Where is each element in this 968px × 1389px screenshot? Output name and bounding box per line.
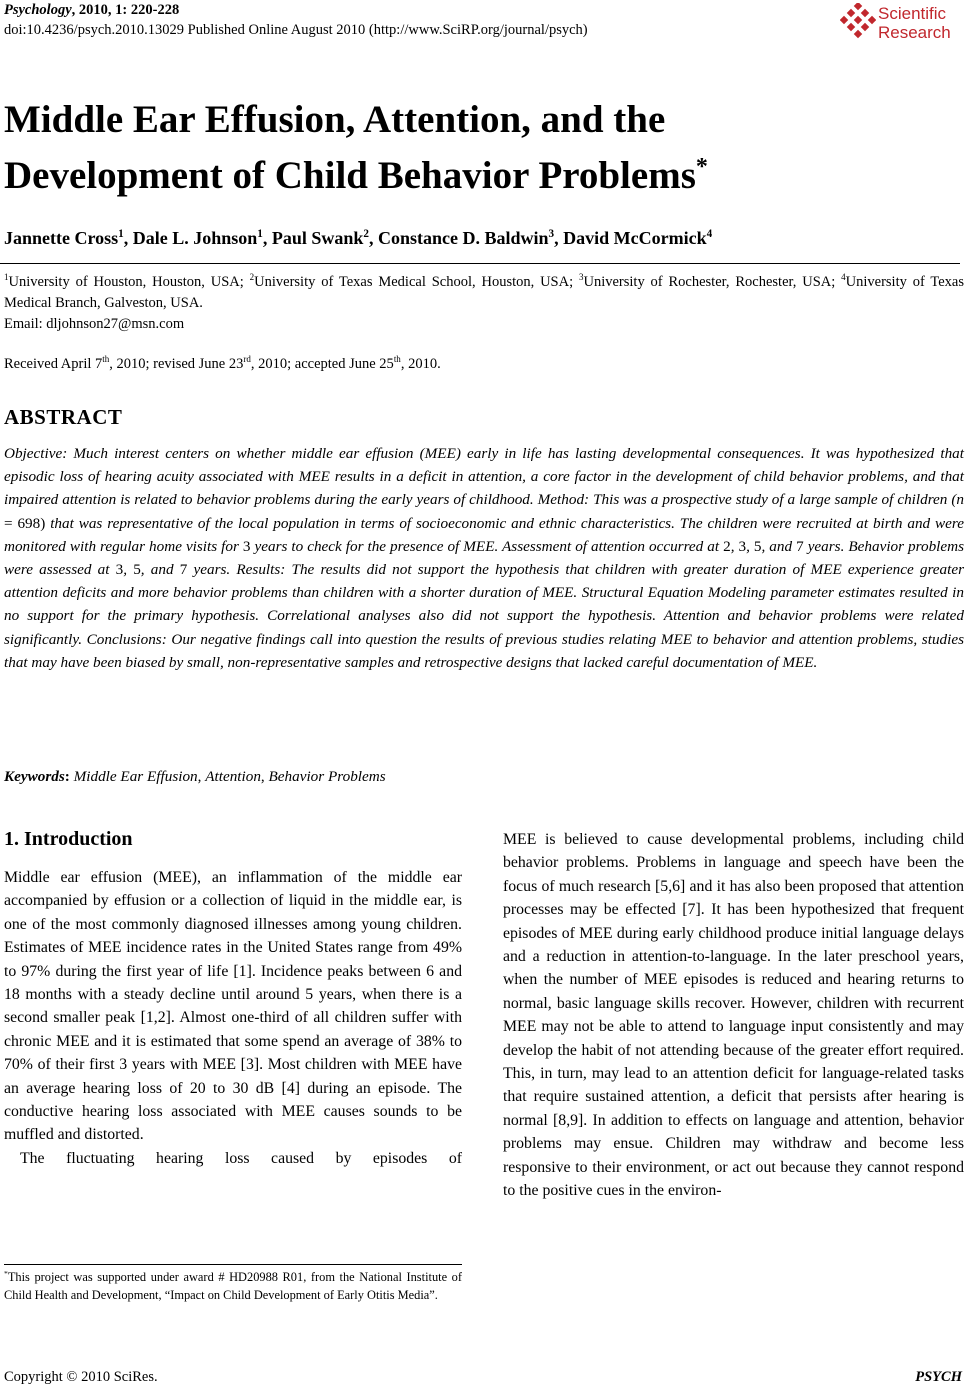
abstract-number: 7 bbox=[179, 561, 188, 579]
author-separator: , bbox=[554, 228, 564, 248]
doi-line: doi:10.4236/psych.2010.13029 Published Online August 2010 (http://www.SciRP.org/journal/psych) bbox=[4, 22, 588, 38]
author-separator: , bbox=[262, 228, 272, 248]
title-line-1: Middle Ear Effusion, Attention, and the bbox=[4, 98, 666, 141]
abstract-body bbox=[4, 442, 964, 674]
abstract-text: years. bbox=[187, 561, 237, 579]
author-affil-mark: 1 bbox=[257, 228, 263, 240]
date-text: , 2010; accepted June 25 bbox=[250, 356, 394, 372]
journal-details: , 2010, 1: 220-228 bbox=[71, 2, 180, 18]
footnote-text: This project was supported under award # HD20988 R01, from the National Institute of Child Health and Development, “Impact on Child Development of Early Otitis Media”. bbox=[4, 1270, 462, 1302]
keywords-label: Keywords bbox=[4, 768, 65, 785]
abstract-text: MEE bbox=[424, 445, 456, 462]
abstract-text: , bbox=[730, 537, 739, 555]
abstract-text: years to check for the presence of MEE. Assessment of attention occurred at bbox=[250, 537, 724, 555]
body-paragraph: The fluctuating hearing loss caused by episodes of bbox=[20, 1149, 462, 1167]
keywords-colon: : bbox=[64, 768, 74, 785]
journal-name: Psychology bbox=[4, 2, 72, 18]
author-name: Paul Swank bbox=[271, 228, 364, 248]
keywords bbox=[4, 768, 386, 786]
affiliation: University of Rochester, Rochester, USA; bbox=[583, 274, 842, 290]
abstract-number: 7 bbox=[796, 537, 804, 555]
author-name: Jannette Cross bbox=[4, 228, 119, 248]
journal-abbrev: PSYCH bbox=[915, 1369, 962, 1385]
affil-mark: 1 bbox=[4, 272, 9, 283]
keyword: Behavior Problems bbox=[268, 768, 386, 785]
copyright-line: Copyright © 2010 SciRes. bbox=[4, 1369, 158, 1385]
affiliation: University of Houston, Houston, USA; bbox=[8, 274, 250, 290]
publisher-logo bbox=[840, 2, 962, 44]
affil-mark: 2 bbox=[249, 272, 255, 283]
abstract-text: , and bbox=[140, 561, 180, 579]
abstract-number: 3 bbox=[738, 537, 747, 555]
sample-size: = 698) bbox=[4, 514, 51, 532]
body-paragraph: MEE is believed to cause developmental problems, including child behavior problems. Problems in language and speech have been the focus of much research [5,6] and it has also been proposed that attention processes may be effected [7]. It has been hypothesized that frequent episodes of MEE during early childhood produce initial language delays and a reduction in attention-to-language. In the later preschool years, when the number of MEE episodes is reduced and hearing returns to normal, basic language skills recover. However, children with recurrent MEE may not be able to attend to language input consistently and may develop the habit of not attending because of the greater effort required. This, in turn, may lead to an attention deficit for language-related tasks that require sustained attention, a deficit that persists after hearing is normal [8,9]. In addition to effects on language and attention, behavior problems may ensue. Children may withdraw and become less responsive to their environment, or act out because they cannot respond to the positive cues in the environ- bbox=[503, 831, 964, 1200]
footnote-divider bbox=[4, 1264, 462, 1265]
affil-mark: 4 bbox=[841, 272, 846, 283]
author-name: David McCormick bbox=[563, 228, 707, 248]
paper-title bbox=[4, 92, 904, 204]
abstract-text: : Much interest centers on whether middle ear effusion ( bbox=[62, 445, 425, 462]
abstract-text: ) early in life has lasting developmental consequences. It was hypothesized that episodic loss of hearing acuity associated with MEE results in a deficit in attention, a core factor in the development of child behavior problems, and that impaired attention is related to behavior problems during the early years of childhood. bbox=[4, 445, 964, 509]
keyword-separator: , bbox=[260, 768, 269, 785]
contact-email: Email: dljohnson27@msn.com bbox=[4, 316, 185, 332]
title-divider bbox=[0, 263, 960, 264]
title-footnote-mark: * bbox=[695, 154, 708, 180]
abstract-text: : This was a prospective study of a large sample of children ( bbox=[584, 491, 957, 509]
abstract-number: 2 bbox=[723, 537, 731, 555]
abstract-text: : The results did not support the hypothesis that children with greater duration of MEE experience greater attention deficits and more behavior problems than children with a shorter duration of MEE. Structural Equation Modeling parameter estimates resulted in no support for the primary hypothesis. Correlational analyses also did not support the hypothesis. Attention and behavior problems were related significantly. Conclusions: Our negative findings call into question the results of previous studies relating MEE to behavior and attention problems, studies that may have been biased by small, non-representative samples and retrospective designs that lacked careful documentation of MEE. bbox=[4, 561, 965, 671]
left-column bbox=[4, 866, 462, 1170]
keyword: Attention bbox=[205, 768, 261, 785]
author-name: Constance D. Baldwin bbox=[378, 228, 549, 248]
right-column bbox=[503, 828, 964, 1203]
abstract-text: years. Behavior problems were assessed at bbox=[4, 537, 965, 579]
author-list bbox=[4, 228, 712, 249]
objective-label: Objective bbox=[4, 445, 63, 462]
footnote-mark: * bbox=[4, 1268, 8, 1278]
author-affil-mark: 1 bbox=[118, 228, 124, 240]
affiliation: University of Texas Medical School, Houston, USA; bbox=[254, 274, 579, 290]
abstract-text: that was representative of the local population in terms of socioeconomic and ethnic characteristics. The children were recruited at birth and were monitored with regular home visits for bbox=[4, 514, 964, 555]
affiliation: University of Texas Medical Branch, Galveston, USA. bbox=[4, 274, 964, 311]
ordinal-suffix: th bbox=[393, 354, 401, 365]
date-text: , 2010; revised June 23 bbox=[109, 356, 244, 372]
abstract-text: , bbox=[123, 561, 134, 579]
logo-mark-icon bbox=[840, 3, 876, 43]
date-text: , 2010. bbox=[400, 356, 441, 372]
section-heading-introduction: 1. Introduction bbox=[4, 828, 133, 850]
abstract-text: , bbox=[746, 537, 754, 555]
date-text: Received April 7 bbox=[4, 356, 103, 372]
body-paragraph: Middle ear effusion (MEE), an inflammation of the middle ear accompanied by effusion or a collection of liquid in the middle ear, is one of the most commonly diagnosed illnesses among young children. Estimates of MEE incidence rates in the United States range from 49% to 97% during the first year of life [1]. Incidence peaks between 6 and 18 months with a steady decline until around 5 years, when there is a second smaller peak [1,2]. Almost one-third of all children suffer with chronic MEE and it is estimated that some spend an average of 38% to 70% of their first 3 years with MEE [3]. Most children with MEE have an average hearing loss of 20 to 30 dB [4] during an episode. The conductive hearing loss associated with MEE causes sounds to be muffled and distorted. bbox=[4, 869, 462, 1144]
logo-text-1: Scientific bbox=[878, 4, 947, 23]
affil-mark: 3 bbox=[578, 272, 584, 283]
abstract-text: , and bbox=[761, 537, 797, 555]
title-line-2: Development of Child Behavior Problems bbox=[4, 154, 696, 197]
affiliations bbox=[4, 272, 964, 314]
author-separator: , bbox=[123, 228, 133, 248]
abstract-heading: ABSTRACT bbox=[4, 405, 123, 429]
journal-citation bbox=[4, 2, 179, 19]
received-dates bbox=[4, 356, 441, 373]
author-name: Dale L. Johnson bbox=[132, 228, 258, 248]
results-label: Results bbox=[236, 561, 281, 579]
keyword-separator: , bbox=[197, 768, 206, 785]
author-separator: , bbox=[369, 228, 378, 248]
keyword: Middle Ear Effusion bbox=[73, 768, 198, 785]
footnote bbox=[4, 1268, 462, 1304]
abstract-number: 5 bbox=[133, 561, 141, 579]
ordinal-suffix: th bbox=[102, 354, 110, 365]
author-affil-mark: 2 bbox=[363, 228, 369, 240]
abstract-number: 5 bbox=[753, 537, 762, 555]
ordinal-suffix: rd bbox=[243, 354, 251, 365]
abstract-text: n bbox=[956, 491, 964, 509]
logo-text-2: Research bbox=[878, 23, 951, 42]
abstract-number: 3 bbox=[242, 537, 251, 555]
author-affil-mark: 4 bbox=[706, 228, 713, 240]
author-affil-mark: 3 bbox=[548, 228, 555, 240]
abstract-number: 3 bbox=[115, 561, 124, 579]
method-label: Method bbox=[537, 491, 585, 509]
